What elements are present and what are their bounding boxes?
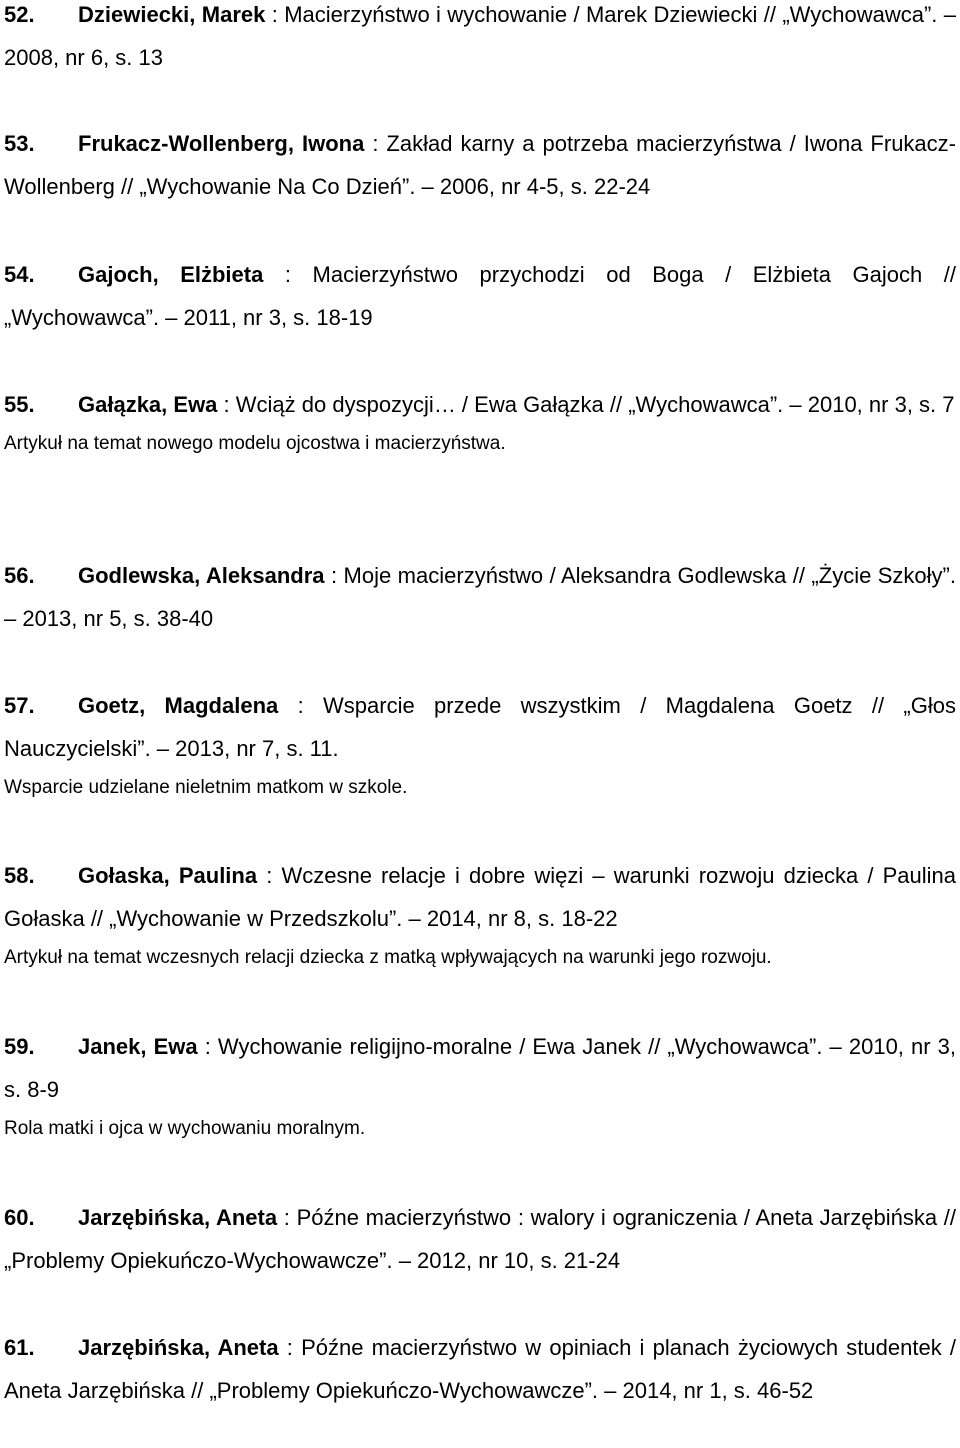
entry-author: Frukacz-Wollenberg, Iwona <box>78 131 365 156</box>
entry-number: 61. <box>4 1335 35 1360</box>
bibliography-entry-59 <box>4 1025 956 1141</box>
entry-main-text <box>4 122 956 208</box>
entry-author: Goetz, Magdalena <box>78 693 279 718</box>
entry-author: Jarzębińska, Aneta <box>78 1335 279 1360</box>
entry-author: Gajoch, Elżbieta <box>78 262 264 287</box>
entry-author: Gołaska, Paulina <box>78 863 258 888</box>
entry-main-text <box>4 0 956 79</box>
entry-number: 54. <box>4 262 35 287</box>
entry-author: Janek, Ewa <box>78 1034 198 1059</box>
entry-citation: : Wychowanie religijno-moralne / Ewa Janek // „Wychowawca”. – 2010, nr 3, s. 8-9 <box>4 1034 956 1102</box>
entry-number: 53. <box>4 131 35 156</box>
entry-author: Gałązka, Ewa <box>78 392 218 417</box>
entry-annotation: Wsparcie udzielane nieletnim matkom w szkole. <box>4 777 408 798</box>
entry-annotation: Rola matki i ojca w wychowaniu moralnym. <box>4 1118 366 1139</box>
entry-main-text <box>4 383 956 426</box>
bibliography-entry-61 <box>4 1326 956 1412</box>
entry-citation: : Późne macierzyństwo w opiniach i planach życiowych studentek / Aneta Jarzębińska // „Problemy Opiekuńczo-Wychowawcze”. – 2014, nr 1, s. 46-52 <box>4 1335 956 1403</box>
entry-number: 52. <box>4 2 35 27</box>
entry-author: Jarzębińska, Aneta <box>78 1205 278 1230</box>
entry-number: 60. <box>4 1205 35 1230</box>
entry-citation: : Moje macierzyństwo / Aleksandra Godlewska // „Życie Szkoły”. – 2013, nr 5, s. 38-40 <box>4 563 956 631</box>
bibliography-entry-57 <box>4 684 956 800</box>
entry-main-text <box>4 854 956 940</box>
bibliography-entry-53 <box>4 122 956 208</box>
entry-citation: : Wciąż do dyspozycji… / Ewa Gałązka // „Wychowawca”. – 2010, nr 3, s. 7 <box>217 392 955 417</box>
entry-citation: : Macierzyństwo i wychowanie / Marek Dziewiecki // „Wychowawca”. – 2008, nr 6, s. 13 <box>4 2 956 70</box>
entry-number: 56. <box>4 563 35 588</box>
entry-number: 59. <box>4 1034 35 1059</box>
entry-citation: : Zakład karny a potrzeba macierzyństwa / Iwona Frukacz-Wollenberg // „Wychowanie Na Co Dzień”. – 2006, nr 4-5, s. 22-24 <box>4 131 956 199</box>
bibliography-entry-58 <box>4 854 956 970</box>
entry-main-text <box>4 253 956 339</box>
bibliography-entry-52 <box>4 0 956 79</box>
bibliography-entry-55 <box>4 383 956 456</box>
entry-citation: : Macierzyństwo przychodzi od Boga / Elżbieta Gajoch // „Wychowawca”. – 2011, nr 3, s. 18-19 <box>4 262 957 330</box>
entry-main-text <box>4 684 956 770</box>
entry-number: 58. <box>4 863 35 888</box>
entry-main-text <box>4 554 956 640</box>
bibliography-entry-56 <box>4 554 956 640</box>
entry-main-text <box>4 1326 956 1412</box>
entry-author: Dziewiecki, Marek <box>78 2 266 27</box>
bibliography-entry-60 <box>4 1196 956 1282</box>
entry-number: 57. <box>4 693 35 718</box>
entry-citation: : Wsparcie przede wszystkim / Magdalena Goetz // „Głos Nauczycielski”. – 2013, nr 7, s. 11. <box>4 693 956 761</box>
entry-annotation: Artykuł na temat wczesnych relacji dziecka z matką wpływających na warunki jego rozwoju. <box>4 947 772 968</box>
bibliography-entry-54 <box>4 253 956 339</box>
entry-main-text <box>4 1196 956 1282</box>
entry-annotation: Artykuł na temat nowego modelu ojcostwa i macierzyństwa. <box>4 433 506 454</box>
entry-author: Godlewska, Aleksandra <box>78 563 325 588</box>
entry-number: 55. <box>4 392 35 417</box>
entry-main-text <box>4 1025 956 1111</box>
entry-citation: : Wczesne relacje i dobre więzi – warunki rozwoju dziecka / Paulina Gołaska // „Wychowanie w Przedszkolu”. – 2014, nr 8, s. 18-22 <box>4 863 956 931</box>
entry-citation: : Późne macierzyństwo : walory i ograniczenia / Aneta Jarzębińska // „Problemy Opiekuńczo-Wychowawcze”. – 2012, nr 10, s. 21-24 <box>4 1205 956 1273</box>
